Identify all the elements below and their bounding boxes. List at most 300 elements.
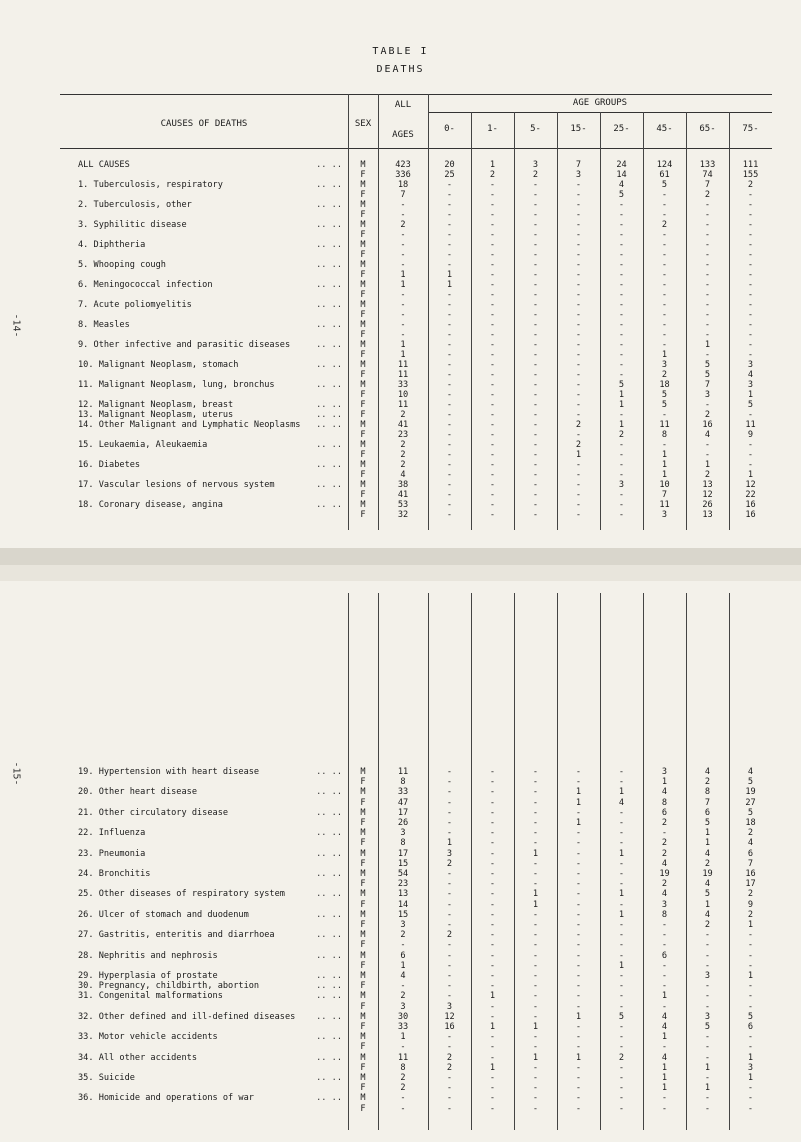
age-group-cell: 13 bbox=[702, 510, 713, 520]
age-group-cell: 1 bbox=[446, 270, 453, 280]
age-group-cell: - bbox=[661, 440, 668, 450]
sex-cell: F bbox=[360, 1042, 366, 1053]
table-row bbox=[60, 160, 772, 170]
age-group-cell: - bbox=[489, 480, 496, 490]
sex-cell: F bbox=[360, 838, 366, 849]
leader-dots: .. .. bbox=[316, 360, 342, 370]
age-group-cell: - bbox=[446, 510, 453, 520]
all-ages-cell: 3 bbox=[400, 828, 406, 839]
age-group-cell: - bbox=[489, 807, 496, 818]
table-row bbox=[60, 900, 772, 910]
age-group-cell: 1 bbox=[661, 350, 668, 360]
age-group-cell: 18 bbox=[659, 380, 670, 390]
age-group-cell: - bbox=[575, 1032, 582, 1043]
age-group-cell: 1 bbox=[618, 787, 625, 798]
age-group-cell: 2 bbox=[704, 920, 711, 930]
sex-cell: M bbox=[360, 160, 366, 170]
table-row bbox=[60, 838, 772, 848]
age-group-cell: - bbox=[446, 490, 453, 500]
age-group-cell: 11 bbox=[659, 500, 670, 510]
age-group-cell: - bbox=[575, 889, 582, 900]
age-group-cell: 1 bbox=[704, 838, 711, 849]
all-ages-cell: - bbox=[400, 320, 406, 330]
table-row bbox=[60, 1063, 772, 1073]
age-group-cell: - bbox=[532, 510, 539, 520]
age-group-cell: 5 bbox=[661, 400, 668, 410]
age-group-cell: - bbox=[618, 1073, 625, 1083]
age-group-cell: - bbox=[446, 290, 453, 300]
age-group-cell: - bbox=[704, 230, 711, 240]
age-group-cell: - bbox=[532, 450, 539, 460]
age-group-cell: - bbox=[575, 410, 582, 420]
age-group-cell: - bbox=[532, 490, 539, 500]
table-row bbox=[60, 290, 772, 300]
age-group-cell: 2 bbox=[446, 858, 453, 869]
age-group-cell: - bbox=[704, 260, 711, 270]
age-group-cell: - bbox=[532, 220, 539, 230]
all-ages-cell: 41 bbox=[397, 490, 409, 500]
age-group-cell: 1 bbox=[747, 470, 754, 480]
sex-cell: M bbox=[360, 1052, 366, 1063]
age-group-cell: - bbox=[575, 400, 582, 410]
age-group-cell: - bbox=[489, 981, 496, 992]
age-group-cell: 1 bbox=[618, 889, 625, 900]
age-group-cell: 16 bbox=[745, 869, 756, 879]
age-group-cell: - bbox=[575, 1022, 582, 1032]
age-group-cell: - bbox=[618, 450, 625, 460]
cause-label: 8. Measles bbox=[78, 320, 130, 330]
age-group-cell: 1 bbox=[747, 971, 754, 981]
age-group-cell: 6 bbox=[747, 1022, 754, 1032]
header-ages: AGES bbox=[392, 130, 414, 140]
sex-cell: M bbox=[360, 971, 366, 981]
age-group-cell: - bbox=[704, 950, 711, 961]
age-group-cell: 1 bbox=[489, 991, 496, 1002]
age-group-cell: 1 bbox=[575, 1011, 582, 1022]
age-group-cell: - bbox=[532, 180, 539, 190]
cause-label: 36. Homicide and operations of war bbox=[78, 1093, 254, 1104]
age-group-cell: 11 bbox=[659, 420, 670, 430]
age-group-cell: - bbox=[747, 1103, 754, 1114]
sex-cell: M bbox=[360, 1011, 366, 1022]
age-group-cell: - bbox=[532, 1083, 539, 1094]
age-group-cell: - bbox=[575, 1062, 582, 1073]
table-row bbox=[60, 450, 772, 460]
age-group-cell: - bbox=[575, 899, 582, 910]
sex-cell: M bbox=[360, 1032, 366, 1043]
age-group-cell: - bbox=[661, 930, 668, 941]
age-group-cell: 2 bbox=[661, 818, 668, 828]
age-group-cell: 4 bbox=[661, 1011, 668, 1022]
age-group-cell: - bbox=[489, 1011, 496, 1022]
table-row bbox=[60, 400, 772, 410]
age-group-cell: - bbox=[661, 971, 668, 981]
age-group-cell: - bbox=[747, 330, 754, 340]
age-group-cell: - bbox=[446, 971, 453, 981]
age-group-cell: 2 bbox=[532, 170, 539, 180]
age-group-cell: - bbox=[532, 879, 539, 890]
all-ages-cell: 1 bbox=[400, 350, 406, 360]
table-row bbox=[60, 370, 772, 380]
age-group-cell: - bbox=[446, 300, 453, 310]
age-group-cell: - bbox=[489, 410, 496, 420]
deaths-table-bottom bbox=[60, 593, 772, 1130]
age-group-cell: - bbox=[618, 777, 625, 788]
all-ages-cell: 17 bbox=[397, 848, 409, 859]
age-group-cell: 1 bbox=[661, 1032, 668, 1043]
leader-dots: .. .. bbox=[316, 200, 342, 210]
all-ages-cell: 30 bbox=[397, 1011, 409, 1022]
sex-cell: M bbox=[360, 440, 366, 450]
age-group-cell: - bbox=[704, 991, 711, 1002]
all-ages-cell: 23 bbox=[397, 879, 409, 890]
age-group-header: 15- bbox=[570, 124, 587, 134]
age-group-cell: - bbox=[575, 210, 582, 220]
age-group-cell: - bbox=[575, 460, 582, 470]
age-group-cell: - bbox=[446, 767, 453, 777]
age-group-cell: 4 bbox=[661, 1052, 668, 1063]
age-group-cell: - bbox=[489, 210, 496, 220]
age-group-cell: - bbox=[575, 430, 582, 440]
age-group-cell: 1 bbox=[704, 460, 711, 470]
cause-label: ALL CAUSES bbox=[78, 160, 130, 170]
age-group-cell: - bbox=[618, 991, 625, 1002]
age-group-cell: - bbox=[704, 1103, 711, 1114]
age-group-cell: - bbox=[618, 300, 625, 310]
leader-dots: .. .. bbox=[316, 400, 342, 410]
age-group-cell: - bbox=[489, 490, 496, 500]
age-group-header: 25- bbox=[613, 124, 630, 134]
age-group-cell: - bbox=[747, 260, 754, 270]
age-group-header: 0- bbox=[444, 124, 455, 134]
age-group-cell: - bbox=[575, 250, 582, 260]
table-row bbox=[60, 889, 772, 899]
table-row bbox=[60, 1083, 772, 1093]
age-group-cell: - bbox=[489, 340, 496, 350]
age-group-cell: - bbox=[532, 1032, 539, 1043]
age-group-cell: - bbox=[489, 330, 496, 340]
age-group-cell: - bbox=[446, 981, 453, 992]
age-group-cell: - bbox=[618, 807, 625, 818]
age-group-cell: - bbox=[747, 950, 754, 961]
age-group-cell: - bbox=[575, 300, 582, 310]
leader-dots: .. .. bbox=[316, 260, 342, 270]
age-group-cell: 2 bbox=[747, 889, 754, 900]
age-group-cell: 5 bbox=[747, 777, 754, 788]
age-group-cell: 3 bbox=[661, 510, 668, 520]
sex-cell: F bbox=[360, 290, 366, 300]
age-group-cell: - bbox=[532, 1093, 539, 1104]
age-group-cell: 2 bbox=[704, 470, 711, 480]
all-ages-cell: 2 bbox=[400, 450, 406, 460]
table-row bbox=[60, 470, 772, 480]
age-group-cell: - bbox=[704, 270, 711, 280]
table-row bbox=[60, 808, 772, 818]
sex-cell: F bbox=[360, 960, 366, 971]
age-group-cell: - bbox=[532, 350, 539, 360]
all-ages-cell: 26 bbox=[397, 818, 409, 828]
table-row bbox=[60, 910, 772, 920]
age-group-cell: 22 bbox=[745, 490, 756, 500]
all-ages-cell: 8 bbox=[400, 777, 406, 788]
page-number-top: -14- bbox=[10, 313, 22, 338]
age-group-cell: - bbox=[532, 240, 539, 250]
age-group-cell: 2 bbox=[661, 220, 668, 230]
age-group-cell: - bbox=[489, 1103, 496, 1114]
age-group-cell: - bbox=[704, 930, 711, 941]
age-group-cell: - bbox=[489, 470, 496, 480]
sex-cell: M bbox=[360, 240, 366, 250]
age-group-cell: - bbox=[446, 410, 453, 420]
leader-dots: .. .. bbox=[316, 828, 342, 839]
age-group-cell: - bbox=[575, 930, 582, 941]
age-group-cell: - bbox=[618, 260, 625, 270]
age-group-cell: - bbox=[618, 838, 625, 849]
leader-dots: .. .. bbox=[316, 480, 342, 490]
age-group-cell: - bbox=[575, 220, 582, 230]
age-group-cell: 5 bbox=[747, 807, 754, 818]
age-group-cell: - bbox=[532, 210, 539, 220]
all-ages-cell: 336 bbox=[395, 170, 411, 180]
age-group-cell: - bbox=[618, 410, 625, 420]
age-group-cell: - bbox=[618, 1093, 625, 1104]
all-ages-cell: 8 bbox=[400, 838, 406, 849]
age-group-cell: - bbox=[704, 210, 711, 220]
age-group-cell: - bbox=[618, 940, 625, 951]
sex-cell: F bbox=[360, 879, 366, 890]
sex-cell: M bbox=[360, 991, 366, 1002]
sex-cell: F bbox=[360, 1103, 366, 1114]
age-group-cell: - bbox=[575, 981, 582, 992]
age-group-cell: - bbox=[704, 1001, 711, 1012]
sex-cell: F bbox=[360, 470, 366, 480]
cause-label: 25. Other diseases of respiratory system bbox=[78, 889, 285, 900]
all-ages-cell: 2 bbox=[400, 460, 406, 470]
age-group-cell: - bbox=[618, 230, 625, 240]
age-group-cell: - bbox=[661, 340, 668, 350]
age-group-cell: 3 bbox=[532, 160, 539, 170]
age-group-cell: - bbox=[661, 410, 668, 420]
age-group-cell: - bbox=[446, 310, 453, 320]
sex-cell: M bbox=[360, 1093, 366, 1104]
age-group-cell: - bbox=[532, 320, 539, 330]
age-group-cell: - bbox=[489, 930, 496, 941]
age-group-cell: - bbox=[661, 310, 668, 320]
age-group-cell: - bbox=[575, 320, 582, 330]
age-group-cell: - bbox=[575, 180, 582, 190]
all-ages-cell: 3 bbox=[400, 920, 406, 930]
age-group-cell: - bbox=[489, 370, 496, 380]
age-group-cell: - bbox=[661, 200, 668, 210]
age-group-cell: - bbox=[489, 899, 496, 910]
age-group-cell: 3 bbox=[747, 1062, 754, 1073]
age-group-cell: - bbox=[618, 971, 625, 981]
age-group-cell: - bbox=[575, 920, 582, 930]
age-group-cell: - bbox=[704, 320, 711, 330]
age-group-cell: - bbox=[532, 807, 539, 818]
all-ages-cell: - bbox=[400, 210, 406, 220]
all-ages-cell: 2 bbox=[400, 220, 406, 230]
age-group-cell: - bbox=[489, 940, 496, 951]
age-group-cell: 1 bbox=[575, 450, 582, 460]
age-group-cell: 8 bbox=[661, 430, 668, 440]
all-ages-cell: 423 bbox=[395, 160, 411, 170]
age-group-cell: - bbox=[489, 190, 496, 200]
all-ages-cell: 3 bbox=[400, 1001, 406, 1012]
leader-dots: .. .. bbox=[316, 1073, 342, 1083]
age-group-cell: - bbox=[446, 180, 453, 190]
table-row bbox=[60, 380, 772, 390]
all-ages-cell: 38 bbox=[397, 480, 409, 490]
age-group-cell: 1 bbox=[704, 899, 711, 910]
sex-cell: F bbox=[360, 400, 366, 410]
sex-cell: M bbox=[360, 320, 366, 330]
cause-label: 10. Malignant Neoplasm, stomach bbox=[78, 360, 239, 370]
age-group-cell: - bbox=[618, 200, 625, 210]
age-group-cell: - bbox=[661, 280, 668, 290]
age-group-cell: 1 bbox=[618, 400, 625, 410]
age-group-cell: 2 bbox=[618, 1052, 625, 1063]
age-group-cell: - bbox=[661, 300, 668, 310]
table-row bbox=[60, 787, 772, 797]
age-group-cell: - bbox=[704, 1073, 711, 1083]
age-group-cell: 4 bbox=[704, 909, 711, 920]
all-ages-cell: 11 bbox=[397, 767, 409, 777]
age-group-cell: - bbox=[575, 190, 582, 200]
age-group-cell: - bbox=[532, 340, 539, 350]
table-row bbox=[60, 940, 772, 950]
age-group-cell: 3 bbox=[661, 899, 668, 910]
age-group-cell: - bbox=[532, 981, 539, 992]
sex-cell: M bbox=[360, 500, 366, 510]
age-group-cell: - bbox=[747, 410, 754, 420]
age-group-cell: 2 bbox=[661, 838, 668, 849]
age-group-cell: - bbox=[489, 420, 496, 430]
age-group-cell: - bbox=[446, 1032, 453, 1043]
age-group-cell: - bbox=[747, 460, 754, 470]
all-ages-cell: - bbox=[400, 200, 406, 210]
age-group-cell: 7 bbox=[704, 180, 711, 190]
all-ages-cell: - bbox=[400, 981, 406, 992]
sex-cell: F bbox=[360, 230, 366, 240]
age-group-cell: 1 bbox=[532, 848, 539, 859]
sex-cell: F bbox=[360, 370, 366, 380]
age-group-cell: - bbox=[618, 920, 625, 930]
sex-cell: F bbox=[360, 490, 366, 500]
age-group-cell: 17 bbox=[745, 879, 756, 890]
age-group-cell: 3 bbox=[704, 1011, 711, 1022]
all-ages-cell: 1 bbox=[400, 340, 406, 350]
cause-label: 31. Congenital malformations bbox=[78, 991, 223, 1002]
age-group-cell: 5 bbox=[704, 360, 711, 370]
age-group-cell: - bbox=[446, 460, 453, 470]
age-group-cell: - bbox=[532, 200, 539, 210]
leader-dots: .. .. bbox=[316, 787, 342, 798]
table-row bbox=[60, 410, 772, 420]
age-group-cell: - bbox=[489, 909, 496, 920]
table-row bbox=[60, 490, 772, 500]
age-group-cell: - bbox=[661, 190, 668, 200]
cause-label: 35. Suicide bbox=[78, 1073, 135, 1083]
cause-label: 1. Tuberculosis, respiratory bbox=[78, 180, 223, 190]
sex-cell: F bbox=[360, 350, 366, 360]
age-group-cell: 8 bbox=[704, 787, 711, 798]
all-ages-cell: 7 bbox=[400, 190, 406, 200]
age-group-cell: - bbox=[575, 490, 582, 500]
header-age-groups: AGE GROUPS bbox=[572, 98, 628, 108]
sex-cell: F bbox=[360, 920, 366, 930]
age-group-cell: - bbox=[489, 858, 496, 869]
age-group-cell: - bbox=[618, 981, 625, 992]
sex-cell: F bbox=[360, 410, 366, 420]
age-group-cell: 16 bbox=[745, 510, 756, 520]
age-group-cell: - bbox=[489, 460, 496, 470]
age-group-cell: - bbox=[704, 1052, 711, 1063]
table-row bbox=[60, 971, 772, 981]
all-ages-cell: 17 bbox=[397, 807, 409, 818]
age-group-cell: 7 bbox=[661, 490, 668, 500]
age-group-cell: - bbox=[446, 807, 453, 818]
age-group-cell: - bbox=[575, 1083, 582, 1094]
age-group-cell: - bbox=[575, 340, 582, 350]
all-ages-cell: 18 bbox=[397, 180, 409, 190]
age-group-cell: 12 bbox=[702, 490, 713, 500]
age-group-cell: - bbox=[489, 440, 496, 450]
age-group-cell: 6 bbox=[747, 848, 754, 859]
age-group-cell: - bbox=[446, 909, 453, 920]
age-group-cell: - bbox=[747, 930, 754, 941]
all-ages-cell: - bbox=[400, 940, 406, 951]
age-group-cell: 1 bbox=[661, 470, 668, 480]
cause-label: 20. Other heart disease bbox=[78, 787, 197, 798]
age-group-cell: - bbox=[532, 940, 539, 951]
age-group-cell: 3 bbox=[446, 1001, 453, 1012]
age-group-cell: - bbox=[575, 480, 582, 490]
age-group-cell: - bbox=[575, 330, 582, 340]
age-group-cell: - bbox=[532, 480, 539, 490]
age-group-cell: - bbox=[747, 1032, 754, 1043]
age-group-cell: - bbox=[575, 971, 582, 981]
sex-cell: M bbox=[360, 869, 366, 879]
leader-dots: .. .. bbox=[316, 410, 342, 420]
age-group-cell: - bbox=[618, 879, 625, 890]
table-row bbox=[60, 849, 772, 859]
age-group-cell: - bbox=[661, 1103, 668, 1114]
age-group-cell: - bbox=[618, 767, 625, 777]
age-group-cell: - bbox=[618, 869, 625, 879]
age-group-cell: - bbox=[489, 889, 496, 900]
sex-cell: M bbox=[360, 260, 366, 270]
age-group-cell: 4 bbox=[704, 879, 711, 890]
all-ages-cell: 1 bbox=[400, 1032, 406, 1043]
age-group-cell: - bbox=[532, 230, 539, 240]
age-group-cell: - bbox=[489, 787, 496, 798]
cause-label: 11. Malignant Neoplasm, lung, bronchus bbox=[78, 380, 275, 390]
age-group-cell: 2 bbox=[661, 879, 668, 890]
leader-dots: .. .. bbox=[316, 460, 342, 470]
table-row bbox=[60, 360, 772, 370]
age-group-cell: - bbox=[532, 950, 539, 961]
table-row bbox=[60, 390, 772, 400]
age-group-cell: - bbox=[661, 1042, 668, 1053]
age-group-cell: - bbox=[532, 1103, 539, 1114]
age-group-cell: - bbox=[446, 480, 453, 490]
leader-dots: .. .. bbox=[316, 971, 342, 981]
table-row bbox=[60, 340, 772, 350]
all-ages-cell: - bbox=[400, 300, 406, 310]
sex-cell: M bbox=[360, 807, 366, 818]
age-group-cell: - bbox=[747, 300, 754, 310]
